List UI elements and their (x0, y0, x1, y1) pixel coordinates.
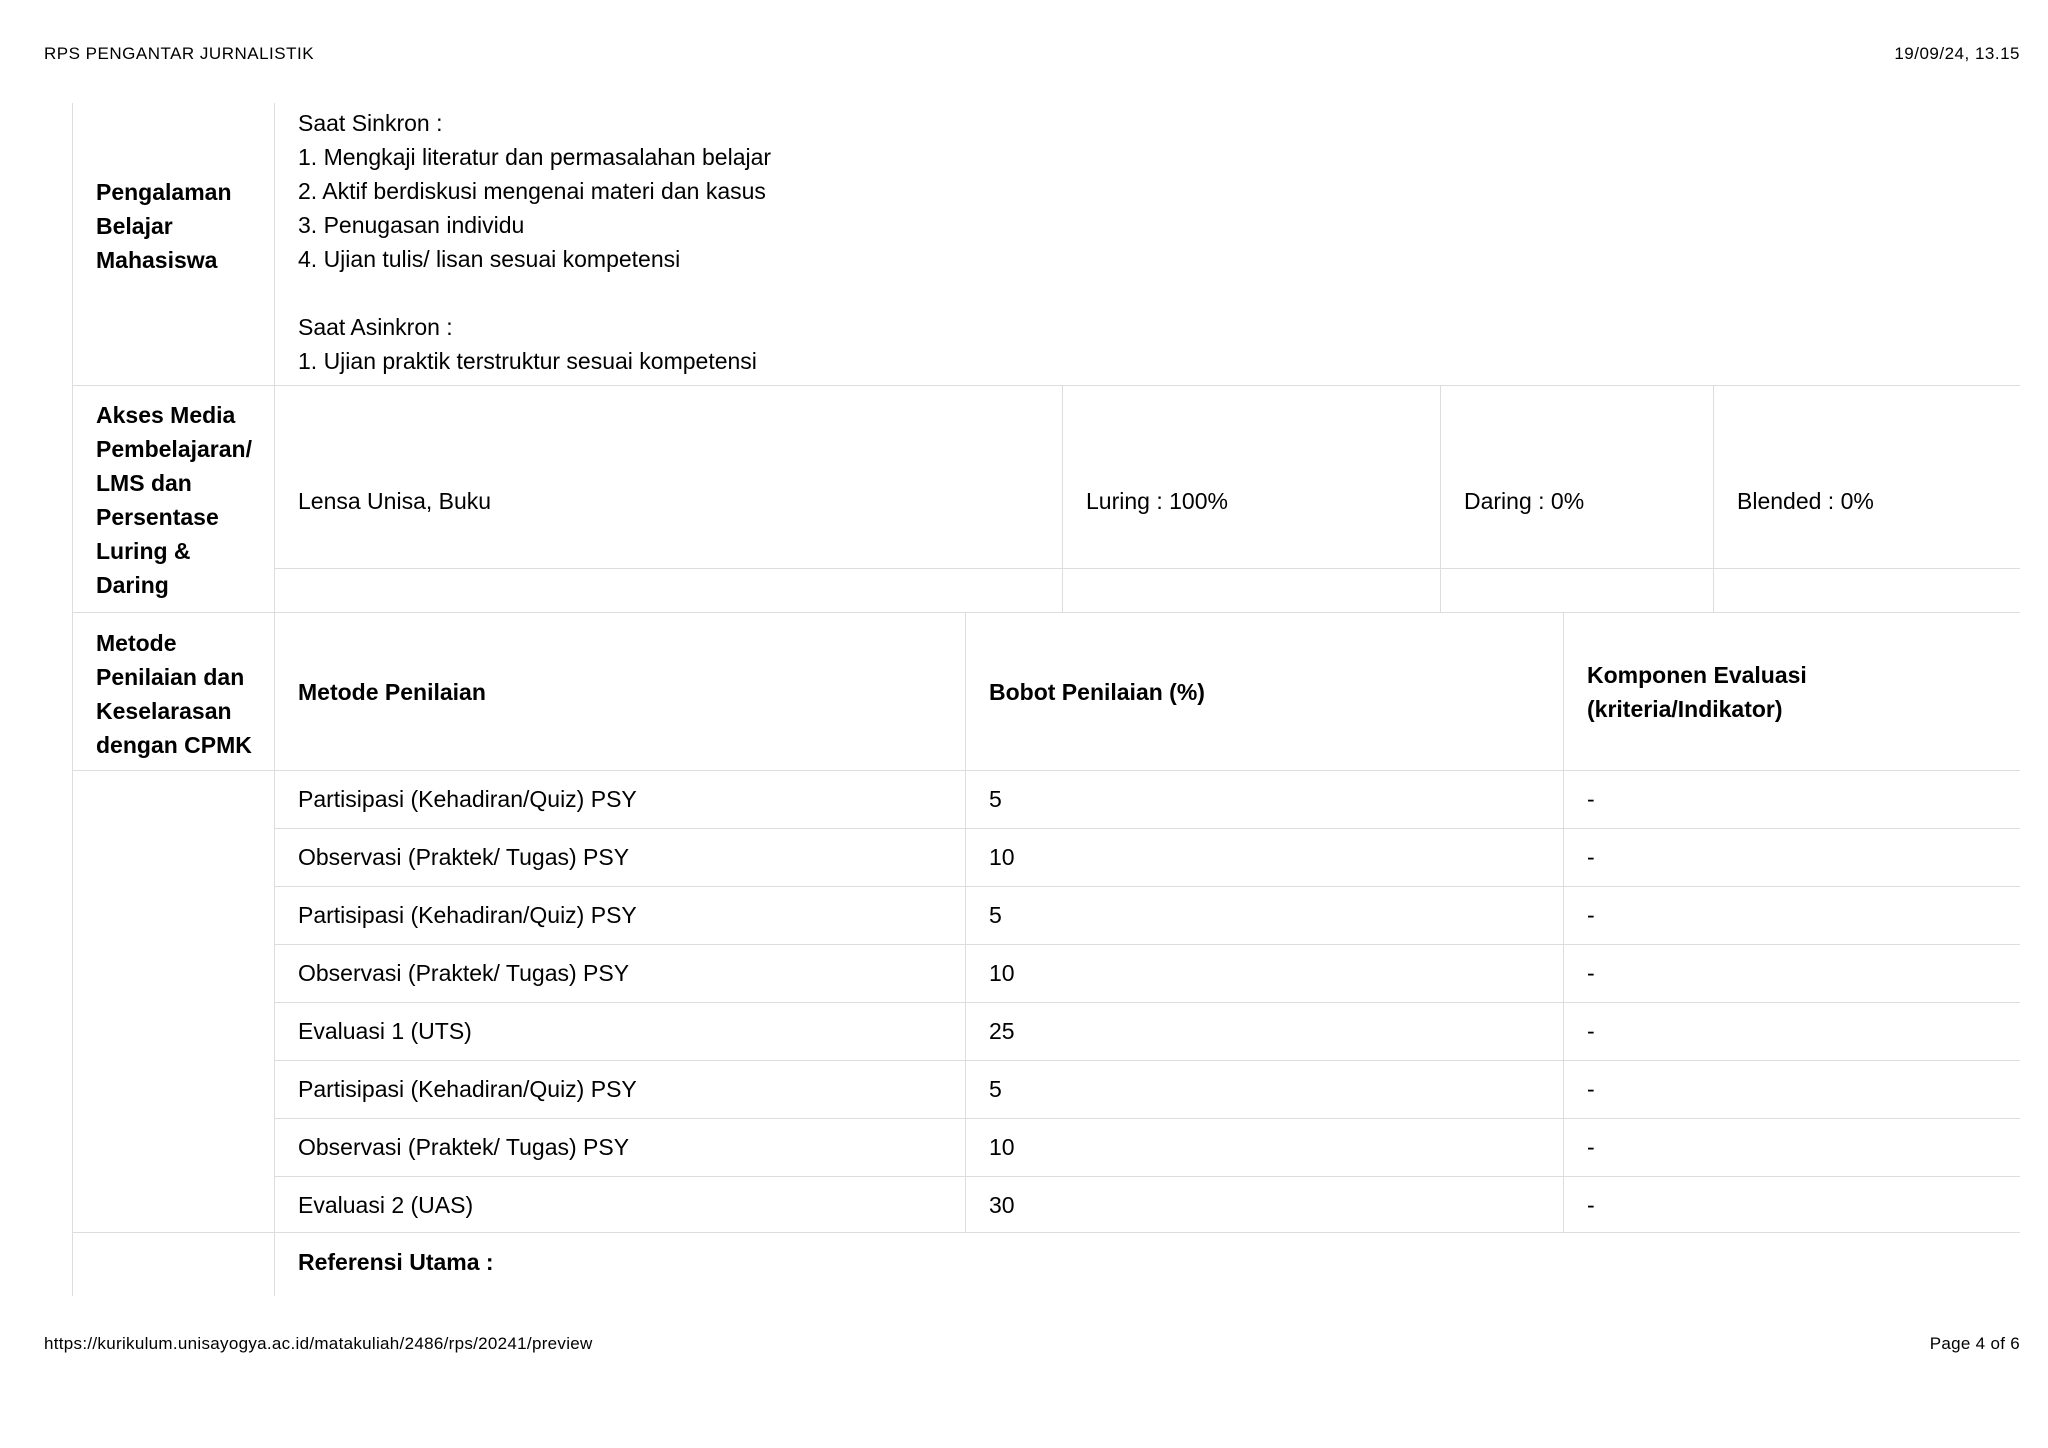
akses-divider-2 (1440, 385, 1441, 612)
daring-value: Daring : 0% (1464, 488, 1585, 514)
metode-divider-2 (1563, 612, 1564, 1232)
bobot-cell: 5 (989, 902, 1002, 928)
akses-divider-1 (1062, 385, 1063, 612)
rps-table (72, 103, 2020, 1296)
bobot-cell: 10 (989, 844, 1015, 870)
komponen-cell: - (1587, 1134, 1595, 1160)
row-divider (274, 1176, 2020, 1177)
metode-divider-1 (965, 612, 966, 1232)
pengalaman-label: Pengalaman Belajar Mahasiswa (96, 179, 232, 273)
bobot-cell: 10 (989, 1134, 1015, 1160)
metode-cell: Evaluasi 1 (UTS) (298, 1018, 472, 1044)
col-header-metode: Metode Penilaian (298, 679, 486, 705)
row-divider (72, 770, 2020, 771)
luring-value: Luring : 100% (1086, 488, 1228, 514)
row-divider (72, 1232, 2020, 1233)
bobot-cell: 25 (989, 1018, 1015, 1044)
row-divider (274, 1002, 2020, 1003)
akses-media-value: Lensa Unisa, Buku (298, 488, 492, 514)
metode-cell: Observasi (Praktek/ Tugas) PSY (298, 844, 630, 870)
bobot-cell: 5 (989, 786, 1002, 812)
komponen-cell: - (1587, 1076, 1595, 1102)
akses-subrow-divider (274, 568, 2020, 569)
komponen-cell: - (1587, 1192, 1595, 1218)
row-divider (274, 1118, 2020, 1119)
bobot-cell: 5 (989, 1076, 1002, 1102)
metode-cell: Evaluasi 2 (UAS) (298, 1192, 474, 1218)
page-url: https://kurikulum.unisayogya.ac.id/matakuliah/2486/rps/20241/preview (44, 1334, 593, 1353)
document-title: RPS PENGANTAR JURNALISTIK (44, 44, 315, 63)
table-left-border (72, 103, 73, 1296)
komponen-cell: - (1587, 844, 1595, 870)
row-divider (274, 944, 2020, 945)
print-datetime: 19/09/24, 13.15 (1894, 44, 2020, 63)
metode-cell: Observasi (Praktek/ Tugas) PSY (298, 1134, 630, 1160)
blended-value: Blended : 0% (1737, 488, 1874, 514)
komponen-cell: - (1587, 786, 1595, 812)
komponen-cell: - (1587, 1018, 1595, 1044)
row-divider (274, 1060, 2020, 1061)
metode-cell: Partisipasi (Kehadiran/Quiz) PSY (298, 786, 637, 812)
metode-cell: Partisipasi (Kehadiran/Quiz) PSY (298, 1076, 637, 1102)
metode-cell: Observasi (Praktek/ Tugas) PSY (298, 960, 630, 986)
komponen-cell: - (1587, 960, 1595, 986)
metode-cell: Partisipasi (Kehadiran/Quiz) PSY (298, 902, 637, 928)
row-divider (72, 385, 2020, 386)
row-divider (274, 828, 2020, 829)
page-number: Page 4 of 6 (1929, 1334, 2020, 1353)
akses-label: Akses Media Pembelajaran/ LMS dan Persentase Luring & Daring (96, 402, 252, 598)
pengalaman-text: Saat Sinkron : 1. Mengkaji literatur dan permasalahan belajar 2. Aktif berdiskusi mengenai materi dan kasus 3. Penugasan individu 4. Ujian tulis/ lisan sesuai kompetensi Saat Asinkron : 1. Ujian praktik terstruktur sesuai kompetensi (298, 110, 772, 374)
bobot-cell: 10 (989, 960, 1015, 986)
referensi-utama-heading: Referensi Utama : (298, 1249, 494, 1275)
metode-label: Metode Penilaian dan Keselarasan dengan CPMK (96, 630, 252, 758)
bobot-cell: 30 (989, 1192, 1015, 1218)
komponen-cell: - (1587, 902, 1595, 928)
row-divider (274, 886, 2020, 887)
col-header-bobot: Bobot Penilaian (%) (989, 679, 1205, 705)
col-header-komponen: Komponen Evaluasi (kriteria/Indikator) (1587, 662, 1807, 722)
akses-divider-3 (1713, 385, 1714, 612)
row-divider (72, 612, 2020, 613)
